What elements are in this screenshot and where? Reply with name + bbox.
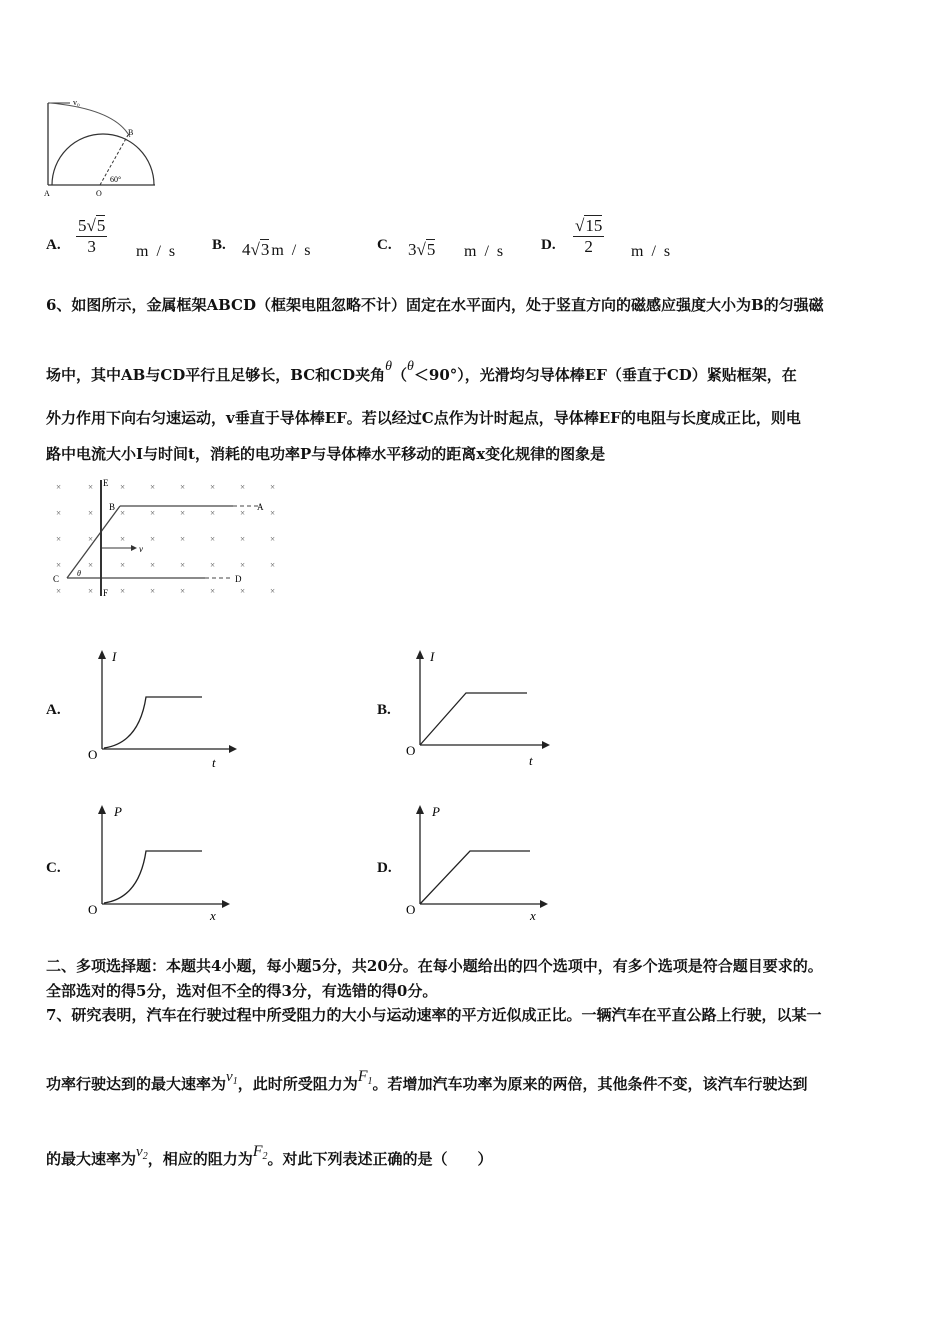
field-cross-mark: × [210, 482, 216, 492]
field-cross-mark: × [56, 560, 62, 570]
field-cross-mark: × [56, 534, 62, 544]
q5-option-c-value[interactable]: 3√5 [408, 240, 436, 259]
field-cross-mark: × [56, 508, 62, 518]
field-cross-mark: × [270, 560, 276, 570]
field-cross-mark: × [270, 586, 276, 596]
q5-fig-B-label: B [128, 128, 134, 137]
field-cross-mark: × [150, 534, 156, 544]
q6-fig-v-label: v [139, 544, 143, 554]
q6-fig-theta-label: θ [77, 569, 81, 578]
q6-graph-b[interactable] [402, 645, 562, 775]
q7-v1: $v_1$ [226, 1069, 238, 1087]
field-cross-mark: × [180, 560, 186, 570]
q7-v2: $v_2$ [136, 1144, 148, 1162]
q5-option-a-fraction[interactable]: $\frac{5√5}{3}$ [78, 216, 106, 256]
q6-graph-a-xlabel: t [212, 755, 216, 770]
field-cross-mark: × [180, 508, 186, 518]
field-cross-mark: × [180, 534, 186, 544]
q6-graph-d[interactable] [402, 800, 562, 930]
field-cross-mark: × [56, 482, 62, 492]
field-cross-mark: × [240, 508, 246, 518]
field-cross-mark: × [120, 508, 126, 518]
q6-graph-c-ylabel: P [114, 804, 122, 819]
q5-option-c-unit: m / s [464, 243, 506, 260]
q6-option-c-label: C. [46, 860, 61, 876]
q5-fig-A-label: A [44, 189, 50, 198]
q6-fig-C-label: C [53, 574, 60, 584]
q6-graph-d-origin: O [406, 902, 416, 917]
q6-graph-c[interactable] [84, 800, 244, 930]
q6-graph-c-origin: O [88, 902, 98, 917]
field-cross-mark: × [210, 560, 216, 570]
field-cross-mark: × [120, 560, 126, 570]
field-cross-mark: × [210, 586, 216, 596]
q7-f1: $F_1$ [357, 1068, 373, 1087]
field-cross-mark: × [88, 482, 94, 492]
field-cross-mark: × [120, 534, 126, 544]
section-2-heading-line-1: 二、多项选择题：本题共4小题，每小题5分，共20分。在每小题给出的四个选项中，有多个选项是符合题目要求的。 [46, 957, 823, 975]
q6-line-3: 外力作用下向右匀速运动，v垂直于导体棒EF。若以经过C点作为计时起点，导体棒EF的电阻与长度成正比，则电 [46, 409, 801, 427]
q6-fig-A-label: A [257, 502, 264, 512]
field-cross-mark: × [240, 586, 246, 596]
q6-line-1: 6、如图所示，金属框架ABCD（框架电阻忽略不计）固定在水平面内，处于竖直方向的磁感应强度大小为B的匀强磁 [46, 296, 824, 314]
q5-option-b-label: B. [212, 237, 226, 253]
q6-fig-D-label: D [235, 574, 242, 584]
q6-line-4: 路中电流大小I与时间t，消耗的电功率P与导体棒水平移动的距离x变化规律的图象是 [46, 445, 606, 463]
field-cross-mark: × [180, 586, 186, 596]
q6-graph-a-ylabel: I [112, 649, 117, 664]
field-cross-mark: × [150, 560, 156, 570]
q6-line-2: 场中，其中AB与CD平行且足够长，BC和CD夹角θ（θ＜90°），光滑均匀导体棒EF（垂直于CD）紧贴框架，在 [46, 359, 797, 384]
q6-graph-c-xlabel: x [210, 908, 216, 923]
field-cross-mark: × [120, 586, 126, 596]
q6-graph-d-xlabel: x [530, 908, 536, 923]
field-cross-mark: × [210, 508, 216, 518]
section-2-heading-line-2: 全部选对的得5分，选对但不全的得3分，有选错的得0分。 [46, 982, 438, 1000]
q6-fig-E-label: E [103, 478, 109, 488]
q5-option-b-value[interactable]: 4√3 m / s [242, 240, 313, 259]
field-cross-mark: × [240, 534, 246, 544]
q5-fig-angle-label: 60° [110, 175, 122, 184]
field-cross-mark: × [270, 534, 276, 544]
field-cross-mark: × [150, 508, 156, 518]
q5-fig-O-label: O [96, 189, 102, 198]
field-cross-mark: × [150, 482, 156, 492]
field-cross-mark: × [120, 482, 126, 492]
q6-theta: θ [385, 359, 392, 374]
q6-graph-b-xlabel: t [529, 753, 533, 768]
q5-option-a-unit: m / s [136, 243, 178, 260]
q5-figure [40, 95, 165, 205]
field-cross-mark: × [88, 560, 94, 570]
q7-line-1: 7、研究表明，汽车在行驶过程中所受阻力的大小与运动速率的平方近似成正比。一辆汽车在平直公路上行驶，以某一 [46, 1006, 822, 1024]
q6-graph-b-ylabel: I [430, 649, 435, 664]
q5-option-d-label: D. [541, 237, 556, 253]
q5-option-a-label: A. [46, 237, 61, 253]
field-cross-mark: × [56, 586, 62, 596]
q6-fig-B-label: B [109, 502, 116, 512]
field-cross-mark: × [270, 482, 276, 492]
q6-graph-d-ylabel: P [432, 804, 440, 819]
q7-line-2: 功率行驶达到的最大速率为$v_1$，此时所受阻力为$F_1$。若增加汽车功率为原来的两倍，其他条件不变，该汽车行驶达到 [46, 1068, 808, 1093]
field-cross-mark: × [180, 482, 186, 492]
q5-fig-v0-label: v₀ [73, 98, 80, 107]
q6-figure [45, 476, 285, 601]
q5-option-d-unit: m / s [631, 243, 673, 260]
q6-option-b-label: B. [377, 702, 391, 718]
q6-graph-a-origin: O [88, 747, 98, 762]
q6-option-d-label: D. [377, 860, 392, 876]
field-crosses [56, 482, 275, 596]
q5-option-d-fraction[interactable]: $\frac{√15}{2}$ [575, 216, 603, 256]
q6-graph-b-origin: O [406, 743, 416, 758]
field-cross-mark: × [88, 534, 94, 544]
field-cross-mark: × [88, 508, 94, 518]
field-cross-mark: × [210, 534, 216, 544]
field-cross-mark: × [240, 482, 246, 492]
q6-graph-a[interactable] [84, 645, 244, 775]
q7-f2: $F_2$ [252, 1143, 268, 1162]
q7-line-3: 的最大速率为$v_2$，相应的阻力为$F_2$。对此下列表述正确的是（ ） [46, 1143, 493, 1168]
q6-option-a-label: A. [46, 702, 61, 718]
q5-option-c-label: C. [377, 237, 392, 253]
q6-fig-F-label: F [103, 588, 109, 598]
field-cross-mark: × [150, 586, 156, 596]
field-cross-mark: × [88, 586, 94, 596]
field-cross-mark: × [270, 508, 276, 518]
field-cross-mark: × [240, 560, 246, 570]
